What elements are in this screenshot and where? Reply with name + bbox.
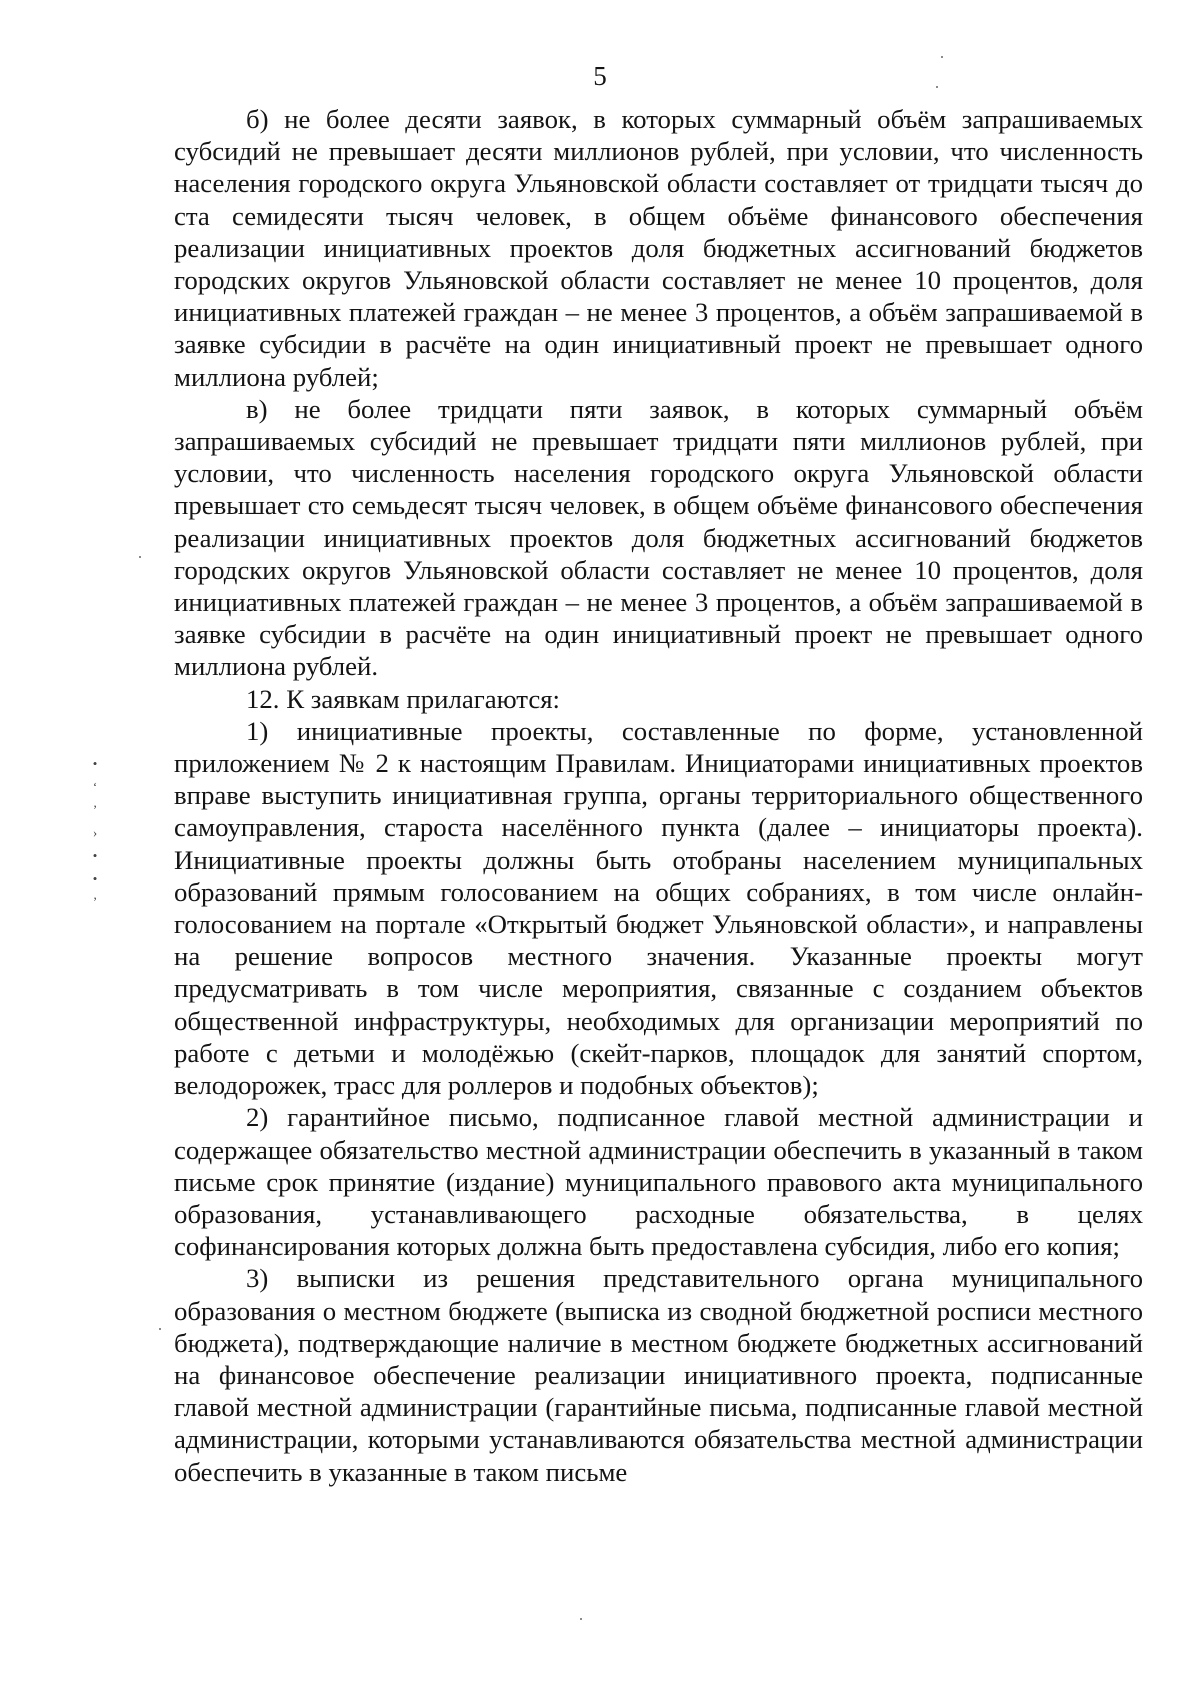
page-number: 5 (593, 61, 607, 91)
paragraph-b: б) не более десяти заявок, в которых суммарный объём запрашиваемых субсидий не превышает десяти миллионов рублей, при условии, что численность населения городского округа Ульяновской области составляет от тридцати тысяч до ста семидесяти тысяч человек, в общем объёме финансового обеспечения реализации инициативных проектов доля бюджетных ассигнований бюджетов городских округов Ульяновской области составляет не менее 10 процентов, доля инициативных платежей граждан – не менее 3 процентов, а объём запрашиваемой в заявке субсидии в расчёте на один инициативный проект не превышает одного миллиона рублей; (174, 104, 1143, 392)
scan-speck (941, 56, 943, 58)
scan-speck (159, 1328, 161, 1330)
paragraph-item-2: 2) гарантийное письмо, подписанное главой местной администрации и содержащее обязательство местной администрации обеспечить в указанный в таком письме срок принятие (издание) муниципального правового акта муниципального образования, устанавливающего расходные обязательства, в целях софинансирования которых должна быть предоставлена субсидия, либо его копия; (174, 1102, 1143, 1262)
paragraph-item-3: 3) выписки из решения представительного органа муниципального образования о местном бюджете (выписка из сводной бюджетной росписи местного бюджета), подтверждающие наличие в местном бюджете бюджетных ассигнований на финансовое обеспечение реализации инициативного проекта, подписанные главой местной администрации (гарантийные письма, подписанные главой местной администрации, которыми устанавливаются обязательства местной администрации обеспечить в указанные в таком письме (174, 1263, 1143, 1487)
document-body (174, 103, 1143, 1488)
section-12-heading: 12. К заявкам прилагаются: (246, 683, 560, 714)
paragraph-v: в) не более тридцати пяти заявок, в которых суммарный объём запрашиваемых субсидий не превышает тридцати пяти миллионов рублей, при условии, что численность населения городского округа Ульяновской области превышает сто семьдесят тысяч человек, в общем объёме финансового обеспечения реализации инициативных проектов доля бюджетных ассигнований бюджетов городских округов Ульяновской области составляет не менее 10 процентов, доля инициативных платежей граждан – не менее 3 процентов, а объём запрашиваемой в заявке субсидии в расчёте на один инициативный проект не превышает одного миллиона рублей. (174, 393, 1143, 682)
scan-margin-marks: • ‘ ’ › • • ’ (92, 756, 98, 909)
scan-speck (580, 1618, 582, 1620)
scan-speck (139, 556, 141, 558)
scan-speck (936, 86, 938, 88)
paragraph-item-1: 1) инициативные проекты, составленные по форме, установленной приложением № 2 к настоящим Правилам. Инициаторами инициативных проектов вправе выступить инициативная группа, органы территориального общественного самоуправления, староста населённого пункта (далее – инициаторы проекта). Инициативные проекты должны быть отобраны населением муниципальных образований прямым голосованием на общих собраниях, в том числе онлайн-голосованием на портале «Открытый бюджет Ульяновской области», и направлены на решение вопросов местного значения. Указанные проекты могут предусматривать в том числе мероприятия, связанные с созданием объектов общественной инфраструктуры, необходимых для организации мероприятий по работе с детьми и молодёжью (скейт-парков, площадок для занятий спортом, велодорожек, трасс для роллеров и подобных объектов); (174, 715, 1143, 1101)
